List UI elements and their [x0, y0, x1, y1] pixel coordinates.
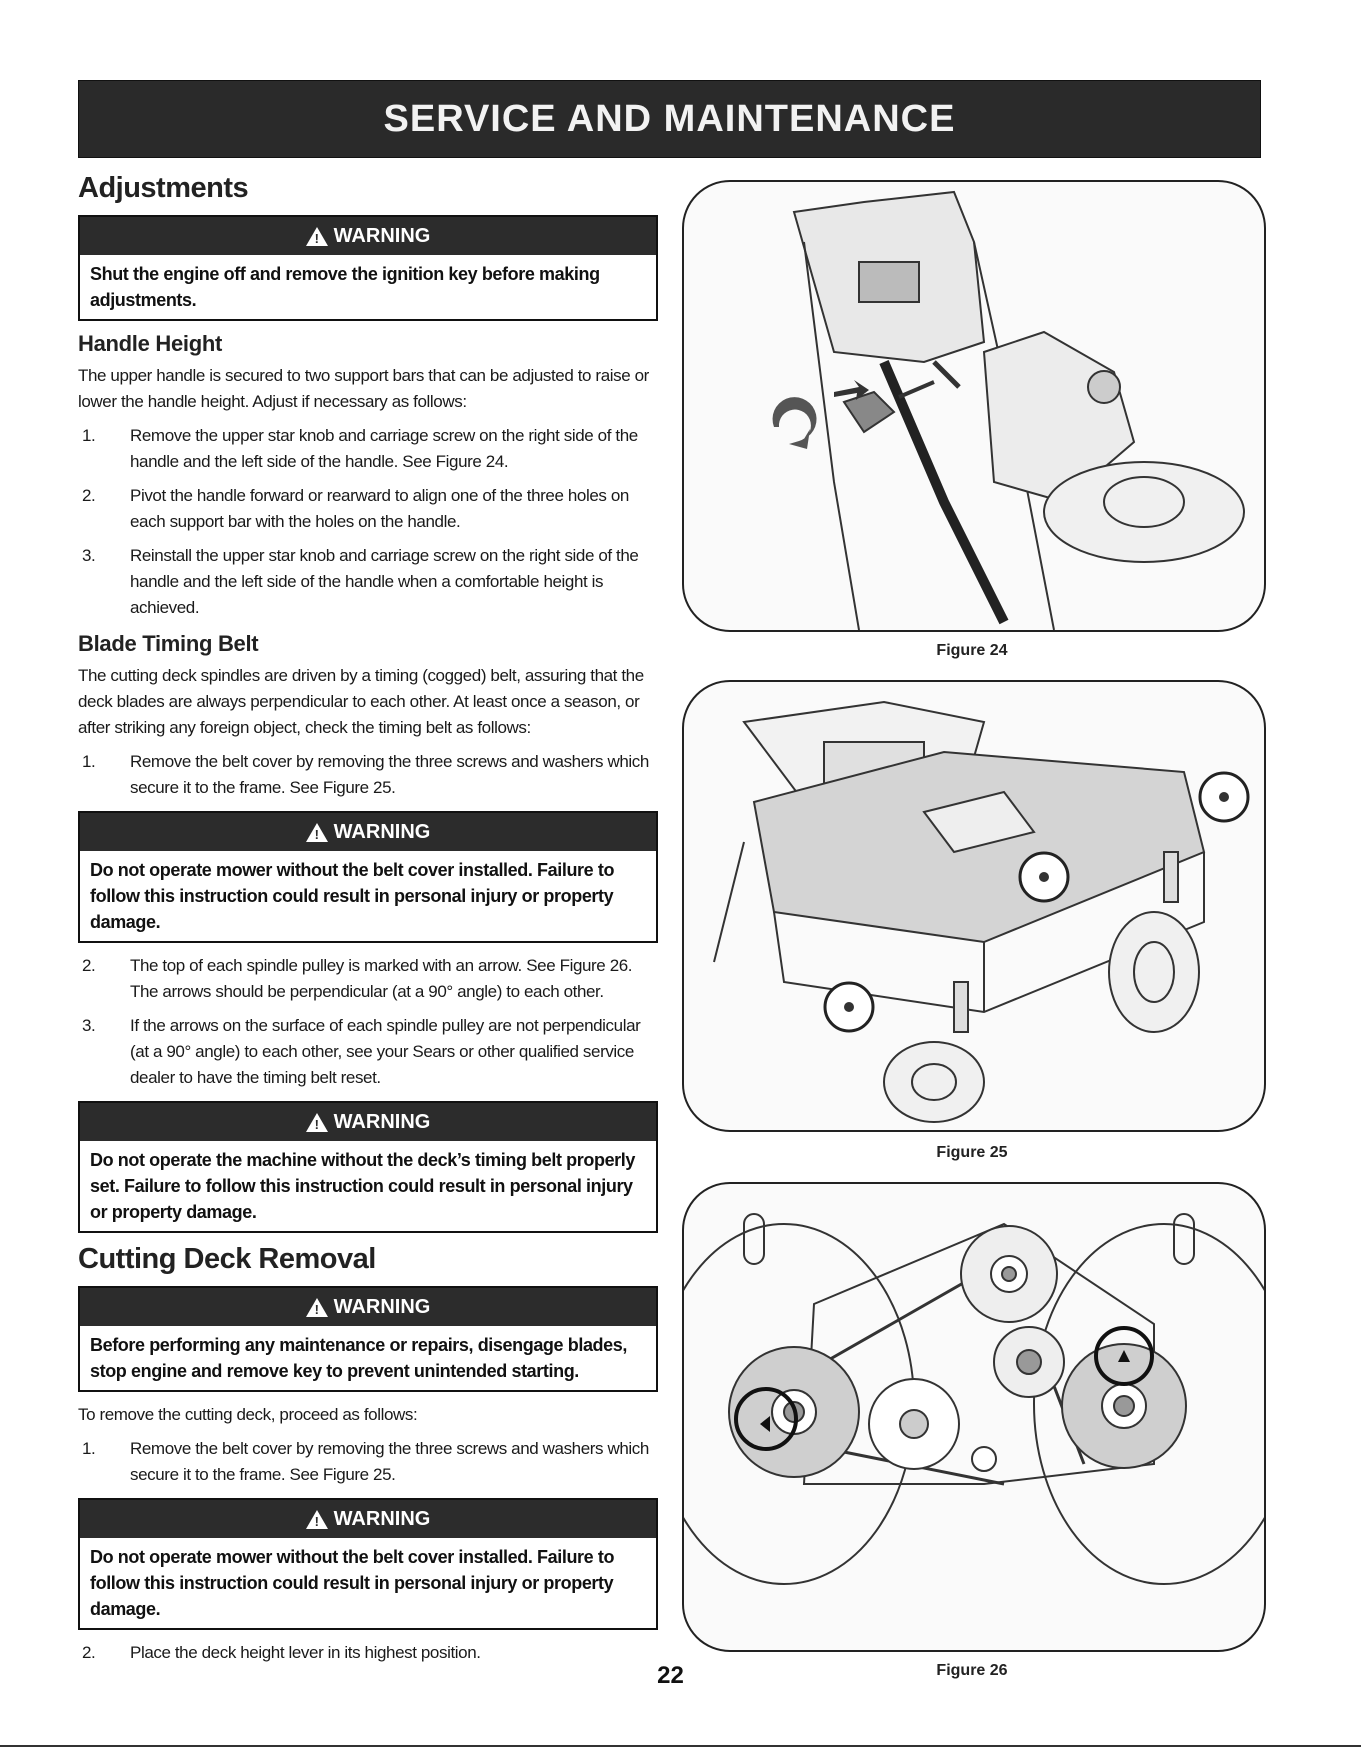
list-item: 2. The top of each spindle pulley is marked with an arrow. See Figure 26. The arrows should be perpendicular (at a 90° angle) to each other. — [82, 956, 633, 1001]
warning-box — [78, 811, 658, 943]
list-item: 2. Place the deck height lever in its highest position. — [82, 1643, 481, 1662]
warning-header — [80, 1288, 656, 1326]
list-item: 1. Remove the belt cover by removing the three screws and washers which secure it to the frame. See Figure 25. — [82, 752, 649, 797]
warning-box — [78, 1286, 658, 1392]
warning-box — [78, 215, 658, 321]
figure-24-illustration — [682, 180, 1266, 632]
warning-text: Before performing any maintenance or repairs, disengage blades, stop engine and remove key to prevent unintended starting. — [90, 1335, 627, 1381]
handle-height-heading: Handle Height — [78, 331, 222, 356]
warning-triangle-icon: ! — [306, 227, 328, 246]
blade-timing-steps-cont — [78, 953, 658, 1091]
warning-text: Do not operate the machine without the deck’s timing belt properly set. Failure to follow this instruction could result in personal injury or property damage. — [90, 1150, 635, 1222]
list-item: 3. Reinstall the upper star knob and carriage screw on the right side of the handle and the left side of the handle when a comfortable height is achieved. — [82, 546, 639, 617]
list-item: 1. Remove the belt cover by removing the three screws and washers which secure it to the frame. See Figure 25. — [82, 1439, 649, 1484]
list-item: 2. Pivot the handle forward or rearward to align one of the three holes on each support bar with the holes on the handle. — [82, 486, 629, 531]
warning-header — [80, 1103, 656, 1141]
warning-text: Shut the engine off and remove the ignition key before making adjustments. — [90, 264, 600, 310]
section-banner — [78, 80, 1261, 158]
figure-24-caption: Figure 24 — [936, 642, 1008, 659]
warning-triangle-icon: ! — [306, 1298, 328, 1317]
text-column — [78, 172, 658, 1674]
blade-timing-steps — [78, 749, 658, 801]
figure-26-illustration — [682, 1182, 1266, 1652]
footer-rule — [0, 1745, 1361, 1747]
warning-box — [78, 1101, 658, 1233]
warning-triangle-icon: ! — [306, 1113, 328, 1132]
handle-height-intro: The upper handle is secured to two support bars that can be adjusted to raise or lower the handle height. Adjust if necessary as follows: — [78, 366, 649, 411]
warning-label: WARNING — [333, 1295, 431, 1318]
warning-label: WARNING — [333, 820, 431, 843]
figure-26-caption: Figure 26 — [936, 1662, 1008, 1679]
figure-25-caption: Figure 25 — [936, 1144, 1008, 1161]
list-item: 1. Remove the upper star knob and carriage screw on the right side of the handle and the left side of the handle. See Figure 24. — [82, 426, 638, 471]
warning-label: WARNING — [333, 1110, 431, 1133]
page-title: SERVICE AND MAINTENANCE — [383, 97, 956, 140]
warning-header — [80, 217, 656, 255]
list-item: 3. If the arrows on the surface of each spindle pulley are not perpendicular (at a 90° angle) to each other, see your Sears or other qualified service dealer to have the timing belt reset. — [82, 1016, 641, 1087]
blade-timing-intro: The cutting deck spindles are driven by a timing (cogged) belt, assuring that the deck blades are always perpendicular to each other. At least once a season, or after striking any foreign object, check the timing belt as follows: — [78, 666, 644, 737]
deck-removal-steps — [78, 1436, 658, 1488]
handle-height-steps — [78, 423, 658, 621]
figure-25-illustration — [682, 680, 1266, 1132]
warning-header — [80, 1500, 656, 1538]
warning-text: Do not operate mower without the belt cover installed. Failure to follow this instruction could result in personal injury or property damage. — [90, 860, 615, 932]
deck-removal-heading: Cutting Deck Removal — [78, 1243, 376, 1275]
warning-triangle-icon: ! — [306, 1510, 328, 1529]
warning-header — [80, 813, 656, 851]
warning-text: Do not operate mower without the belt cover installed. Failure to follow this instruction could result in personal injury or property damage. — [90, 1547, 615, 1619]
blade-timing-heading: Blade Timing Belt — [78, 631, 259, 656]
warning-label: WARNING — [333, 224, 431, 247]
deck-removal-intro: To remove the cutting deck, proceed as follows: — [78, 1405, 418, 1424]
adjustments-heading: Adjustments — [78, 172, 249, 204]
page-number: 22 — [657, 1662, 684, 1689]
warning-box — [78, 1498, 658, 1630]
warning-triangle-icon: ! — [306, 823, 328, 842]
warning-label: WARNING — [333, 1507, 431, 1530]
